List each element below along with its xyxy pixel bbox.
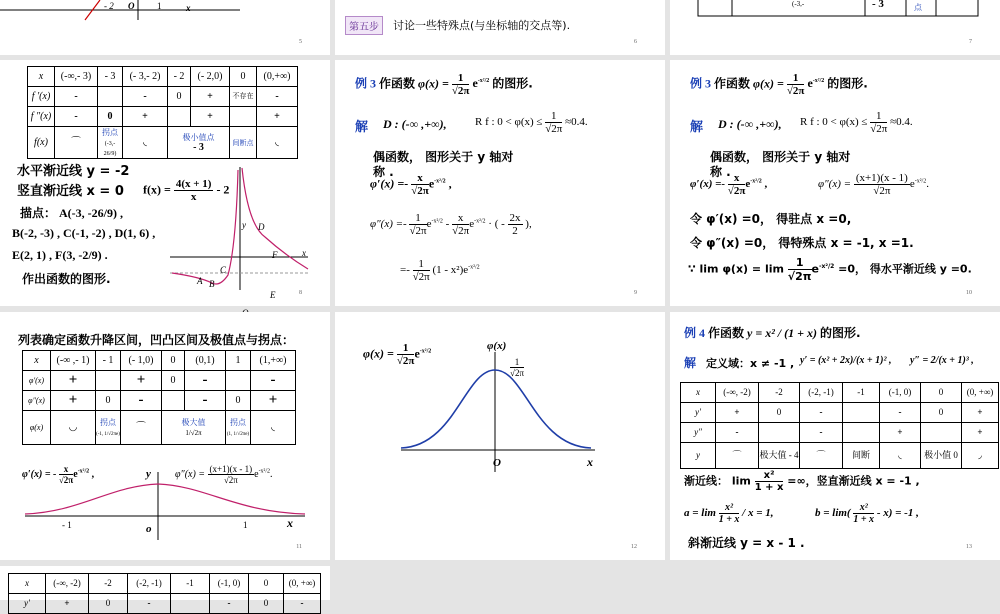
table-cell: - [210, 594, 249, 614]
tick-label: - 2 [104, 1, 114, 11]
example-title: 例 3 作函数 φ(x) = $\frac{1}{√2\pi}$ $e^{-x^2/2}$ 的图形. [690, 72, 868, 97]
solution-label: 解 [355, 119, 369, 134]
even-text: 称 . [710, 165, 731, 179]
table-header: (0,1) [185, 351, 226, 371]
second-derivative: φ″(x) = $\frac{(x+1)(x - 1)}{√2\pi}$ $e^{-x^2/2}$. [818, 172, 929, 197]
table-header: -2 [89, 574, 128, 594]
table-cell: + [51, 371, 96, 391]
table-header: -1 [171, 574, 210, 594]
table-cell: - [185, 391, 226, 411]
table-cell: f ″(x) [28, 107, 55, 127]
table-cell [171, 594, 210, 614]
table-cell: - [716, 423, 759, 443]
concave-arc-icon: ⌒ [716, 443, 759, 469]
special-point-text: 令 φ″(x) =0， 得特殊点 x = -1, x =1. [690, 236, 914, 250]
slide-14[interactable] [0, 566, 330, 608]
table-header: (-2, -1) [128, 574, 171, 594]
table-header: (0, +∞) [962, 383, 999, 403]
table-header: - 3 [98, 67, 123, 87]
table-fragment [670, 0, 1000, 55]
table-cell: - 3 [872, 0, 884, 10]
even-text: 称 . [373, 165, 394, 179]
table-cell: 拐点 (1, 1/√2πe) [226, 411, 251, 445]
table-cell [226, 371, 251, 391]
slope-limit: a = lim $\frac{\text{x²}}{1 + x}$ / x = 1, [684, 502, 774, 525]
table-cell: + [962, 403, 999, 423]
table-cell: - [880, 403, 921, 423]
even-text: 偶函数， 图形关于 y 轴对 [373, 150, 514, 164]
table-cell [843, 423, 880, 443]
page-number: 7 [969, 39, 972, 45]
table-header: (-2, -1) [800, 383, 843, 403]
slide-12[interactable] [335, 312, 665, 560]
domain-text: D : (-∞ ,+∞), [718, 117, 782, 131]
table-cell: 极小值点 - 3 [168, 127, 230, 159]
table-header: (- 2,0) [191, 67, 230, 87]
page-number: 6 [634, 39, 637, 45]
range-text: R f : 0 < φ(x) ≤ $\frac{1}{√2\pi}$ ≈0.4. [800, 110, 913, 135]
concave-arc-icon: ⌒ [800, 443, 843, 469]
page-number: 8 [299, 290, 302, 296]
monotonicity-table [8, 573, 321, 614]
table-cell: (-3,- [792, 0, 805, 8]
second-derivative: φ″(x) =- $\frac{1}{√2\pi}$ $e^{-x^2/2}$ - $\frac{x}{√2\pi}$ $e^{-x^2/2}$ · ( - $\frac{2x}{2}$ ), [370, 212, 532, 237]
table-cell: 0 [249, 594, 284, 614]
convex-arc-icon: ◟ [257, 127, 298, 159]
table-header: 0 [162, 351, 185, 371]
table-cell: φ″(x) [23, 391, 51, 411]
point-e-label: E [270, 290, 276, 300]
table-cell: 0 [98, 107, 123, 127]
point-a-label: A [197, 276, 203, 286]
first-derivative: φ′(x) =- $\frac{x}{√2\pi}$ $e^{-x^2/2}$ , [370, 172, 452, 197]
convex-arc-icon: ◟ [251, 411, 296, 445]
first-derivative: φ′(x) =- $\frac{x}{√2\pi}$ $e^{-x^2/2}$ , [690, 172, 768, 197]
page-number: 11 [296, 544, 302, 550]
oblique-asymptote: 斜渐近线 y = x - 1 . [688, 536, 805, 550]
example-title: 例 3 作函数 φ(x) = $\frac{1}{√2\pi}$ $e^{-x^2/2}$ 的图形. [355, 72, 533, 97]
table-cell: - [185, 371, 226, 391]
graph-x-label: x [587, 455, 593, 469]
table-cell: + [962, 423, 999, 443]
example-title: 例 4 作函数 y = x² / (1 + x) 的图形. [684, 326, 861, 340]
table-header: (- 1,0) [121, 351, 162, 371]
monotonicity-table [22, 350, 296, 445]
table-cell: 拐点 (-3,- 26/9) [98, 127, 123, 159]
second-derivative: y″ = 2/(x + 1)³ , [910, 355, 974, 366]
table-cell: φ′(x) [23, 371, 51, 391]
graph-y-label: y [146, 468, 151, 480]
table-cell: - [251, 371, 296, 391]
table-cell [230, 107, 257, 127]
table-header: x [23, 351, 51, 371]
table-cell [98, 87, 123, 107]
page-number: 10 [966, 290, 972, 296]
asymptote-text: ∵ lim φ(x) = lim $\frac{1}{√2\pi}$ $e^{-x^2/2} =0$， 得水平渐近线 y =0. [688, 256, 972, 283]
monotonicity-table [27, 66, 298, 159]
table-cell: 0 [89, 594, 128, 614]
tick-label: - 1 [62, 520, 72, 530]
table-cell [162, 391, 185, 411]
bell-curve-graph [20, 462, 310, 542]
slide-7[interactable] [670, 0, 1000, 55]
table-cell: 极大值 1/√2π [162, 411, 226, 445]
step-text: 讨论一些特殊点(与坐标轴的交点等). [393, 19, 571, 32]
convex-arc-icon: ◟ [880, 443, 921, 469]
table-cell: + [257, 107, 298, 127]
table-cell: 不存在 [230, 87, 257, 107]
page-number: 9 [634, 290, 637, 296]
table-header: 0 [230, 67, 257, 87]
table-cell: + [123, 107, 168, 127]
table-cell: f ′(x) [28, 87, 55, 107]
slide-11[interactable] [0, 312, 330, 560]
table-header: (-∞,- 3) [55, 67, 98, 87]
function-graph [170, 165, 310, 295]
stationary-point-text: 令 φ′(x) =0， 得驻点 x =0, [690, 212, 852, 226]
slide-9[interactable] [335, 60, 665, 306]
page-number: 5 [299, 39, 302, 45]
table-cell: - [800, 423, 843, 443]
page-number: 12 [631, 544, 637, 550]
table-cell: 0 [162, 371, 185, 391]
table-cell: - [55, 107, 98, 127]
graph-y-label: y [242, 220, 246, 230]
graph-x-label: x [287, 516, 293, 530]
slide-10[interactable] [670, 60, 1000, 306]
first-derivative: y′ = (x² + 2x)/(x + 1)² , [800, 355, 892, 366]
table-cell: y′ [9, 594, 46, 614]
convex-arc-icon: ◡ [51, 411, 96, 445]
table-cell: 0 [168, 87, 191, 107]
second-derivative: φ″(x) = $\frac{(x+1)(x - 1)}{√2\pi}$ $e^{-x^2/2}$. [175, 464, 273, 485]
table-cell: f(x) [28, 127, 55, 159]
table-cell: - [257, 87, 298, 107]
table-header: (-1, 0) [880, 383, 921, 403]
table-cell: - [121, 391, 162, 411]
table-intro: 列表确定函数升降区间，凹凸区间及极值点与拐点： [18, 333, 295, 347]
graph-fragment [0, 0, 330, 55]
table-header: (-∞, -2) [716, 383, 759, 403]
table-cell [96, 371, 121, 391]
concave-down-arc-icon: ⌒ [55, 127, 98, 159]
table-cell: y′ [681, 403, 716, 423]
table-header: (0, +∞) [284, 574, 321, 594]
table-cell: 间断点 [230, 127, 257, 159]
peak-value: 1 √2π [510, 357, 524, 378]
table-cell [168, 107, 191, 127]
table-header: x [9, 574, 46, 594]
table-header: (-1, 0) [210, 574, 249, 594]
slide-13[interactable] [670, 312, 1000, 560]
table-cell: 0 [226, 391, 251, 411]
domain-text: D : (-∞ ,+∞), [383, 117, 447, 131]
table-cell: φ(x) [23, 411, 51, 445]
points-line-1: 描点： A(-3, -26/9) , [20, 206, 123, 220]
table-header: - 2 [168, 67, 191, 87]
slide-5[interactable] [0, 0, 330, 55]
table-cell [843, 403, 880, 423]
intercept-limit: b = lim( $\frac{\text{x²}}{1 + x}$ - x) = -1 , [815, 502, 919, 525]
convex-arc-icon: ◟ [123, 127, 168, 159]
point-b-label: B [209, 279, 215, 289]
table-cell: - [123, 87, 168, 107]
table-cell: 点 [914, 3, 922, 12]
graph-y-label: φ(x) [487, 340, 507, 352]
table-cell: + [191, 87, 230, 107]
table-cell [921, 423, 962, 443]
table-cell: 极小值 0 [921, 443, 962, 469]
table-header: 0 [249, 574, 284, 594]
table-header: (1,+∞) [251, 351, 296, 371]
draw-instruction: 作出函数的图形. [22, 272, 111, 286]
origin-label: O [493, 457, 501, 469]
table-header: 0 [921, 383, 962, 403]
graph-x-label: x [302, 248, 306, 258]
origin-label: O [128, 1, 135, 11]
table-cell: - [800, 403, 843, 423]
table-header: (-∞, -2) [46, 574, 89, 594]
even-text: 偶函数， 图形关于 y 轴对 [710, 150, 851, 164]
function-formula: φ(x) = $\frac{1}{√2\pi}$ $e^{-x^2/2}$ [363, 342, 432, 367]
solution-label: 解 [684, 356, 697, 370]
table-cell: 0 [96, 391, 121, 411]
convex-arc-icon: ◞ [962, 443, 999, 469]
horizontal-asymptote: 水平渐近线 y = -2 [17, 164, 130, 179]
slide-8[interactable] [0, 60, 330, 306]
table-cell: + [46, 594, 89, 614]
step-badge: 第五步 [345, 16, 383, 35]
table-cell: 0 [921, 403, 962, 423]
table-header: -1 [843, 383, 880, 403]
table-cell: y [681, 443, 716, 469]
second-derivative-simplified: =- $\frac{1}{√2\pi}$ $(1 - x^2)e^{-x^2/2}$ [400, 258, 480, 283]
point-f-label: F [272, 250, 278, 260]
table-cell: - [55, 87, 98, 107]
table-cell: - [128, 594, 171, 614]
monotonicity-table [680, 382, 999, 469]
points-line-2: B(-2, -3) , C(-1, -2) , D(1, 6) , [12, 226, 156, 240]
axis-x-label: x [186, 3, 191, 13]
table-cell: 间断 [843, 443, 880, 469]
origin-label: o [146, 523, 152, 535]
table-cell: y″ [681, 423, 716, 443]
solution-label: 解 [690, 119, 704, 134]
tick-label: 1 [243, 520, 248, 530]
slide-6[interactable] [335, 0, 665, 55]
table-cell: 极大值 - 4 [759, 443, 800, 469]
table-cell: 0 [759, 403, 800, 423]
tick-label: 1 [157, 1, 162, 11]
table-header: (0,+∞) [257, 67, 298, 87]
table-cell: 拐点 (-1, 1/√2πe) [96, 411, 121, 445]
table-header: -2 [759, 383, 800, 403]
page-number: 13 [966, 544, 972, 550]
range-text: R f : 0 < φ(x) ≤ $\frac{1}{√2\pi}$ ≈0.4. [475, 110, 588, 135]
table-header: (-∞ ,- 1) [51, 351, 96, 371]
table-cell [759, 423, 800, 443]
table-cell: + [251, 391, 296, 411]
table-cell: + [716, 403, 759, 423]
point-d-label: D [258, 222, 265, 232]
table-header: x [681, 383, 716, 403]
table-header: 1 [226, 351, 251, 371]
table-header: - 1 [96, 351, 121, 371]
point-c-label: C [220, 265, 227, 275]
vertical-asymptote-text: 渐近线： lim $\frac{\text{x²}}{1 + x}$ =∞，竖直渐近线 x = -1 , [684, 470, 920, 493]
table-cell: + [121, 371, 162, 391]
table-cell: + [880, 423, 921, 443]
table-cell: + [51, 391, 96, 411]
first-derivative: φ′(x) = - $\frac{x}{√2\pi}$ $e^{-x^2/2}$ , [22, 464, 95, 485]
function-formula: f(x) = $\frac{4(x + 1)}{x}$ - 2 [143, 178, 230, 203]
table-header: x [28, 67, 55, 87]
vertical-asymptote: 竖直渐近线 x = 0 [17, 184, 124, 199]
table-header: (- 3,- 2) [123, 67, 168, 87]
table-cell: + [191, 107, 230, 127]
table-cell: - [284, 594, 321, 614]
concave-arc-icon: ⌒ [121, 411, 162, 445]
domain-text: 定义域：x ≠ -1 , [706, 357, 795, 370]
points-line-3: E(2, 1) , F(3, -2/9) . [12, 248, 108, 262]
